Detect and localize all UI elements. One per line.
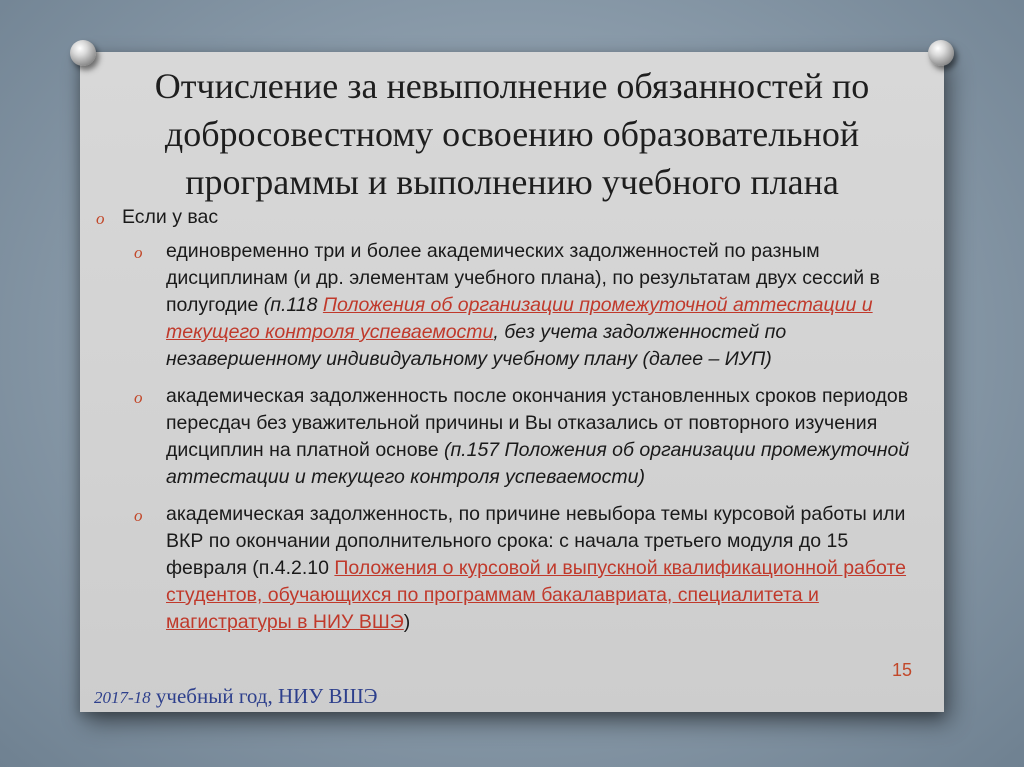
bullet-text bbox=[166, 238, 932, 373]
footer-text: учебный год, НИУ ВШЭ bbox=[150, 684, 378, 708]
item-text-end: ) bbox=[403, 611, 411, 633]
slide-title: Отчисление за невыполнение обязанностей по добросовестному освоению образовательной программы и выполнению учебного плана bbox=[154, 66, 870, 202]
bullet-item-level1 bbox=[96, 204, 932, 232]
slide-content bbox=[96, 204, 932, 646]
item-text: единовременно три и более академических задолженностей по разным дисциплинам (и др. элементам учебного плана), по результатам двух сессий в полугодие bbox=[166, 240, 880, 316]
page-number: 15 bbox=[892, 660, 913, 680]
bullet-item-2 bbox=[134, 383, 932, 491]
bullet-o-icon: o bbox=[96, 209, 105, 228]
bullet-item-3 bbox=[134, 501, 932, 636]
bullet-text bbox=[166, 383, 932, 491]
bullet-o-icon: o bbox=[134, 388, 143, 407]
item-citation: (п.157 Положения об организации промежуточной аттестации и текущего контроля успеваемости) bbox=[166, 439, 910, 488]
bullet-item-1 bbox=[134, 238, 932, 373]
slide-footer bbox=[94, 684, 378, 709]
item-citation-continued: , без учета задолженностей по незавершенному индивидуальному учебному плану (далее – ИУП) bbox=[166, 321, 787, 370]
footer-year: 2017-18 bbox=[94, 688, 151, 707]
bullet-text bbox=[166, 501, 932, 636]
regulation-link[interactable]: Положения об организации промежуточной аттестации и текущего контроля успеваемости bbox=[166, 294, 873, 343]
item-citation: (п.118 bbox=[263, 294, 323, 316]
item-text: академическая задолженность, по причине невыбора темы курсовой работы или ВКР по окончании дополнительного срока: с начала третьего модуля до 15 февраля (п.4.2.10 bbox=[166, 503, 906, 579]
bullet-o-icon: o bbox=[134, 243, 143, 262]
item-text: академическая задолженность после окончания установленных сроков периодов пересдач без уважительной причины и Вы отказались от повторного изучения дисциплин на платной основе bbox=[166, 385, 909, 461]
bullet-text: Если у вас bbox=[122, 206, 219, 228]
bullet-o-icon: o bbox=[134, 506, 143, 525]
regulation-link[interactable]: Положения о курсовой и выпускной квалификационной работе студентов, обучающихся по программам бакалавриата, специалитета и магистратуры в НИУ ВШЭ bbox=[166, 557, 907, 633]
